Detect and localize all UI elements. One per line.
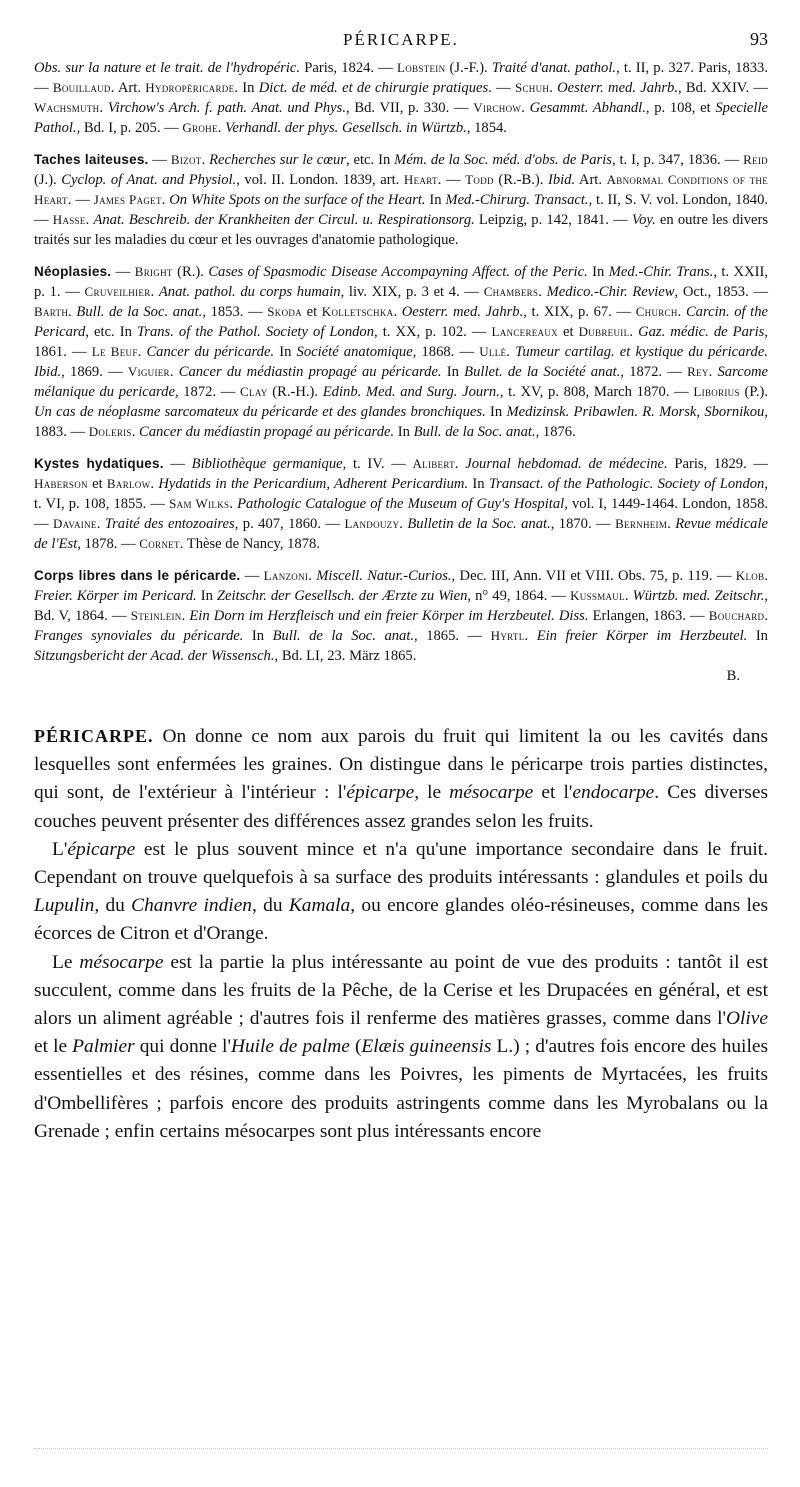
text-run: , le [414,782,450,804]
text-run: et [301,304,322,320]
text-run: , n° 49, 1864. — [467,588,571,604]
italic-text: Cyclop. of Anat. and Physiol. [61,172,237,188]
page-number: 93 [750,29,768,49]
bibliography-section-kystes-hydatiques [34,454,768,554]
text-run: . Ces diverses couches peuvent présenter des différences assez grandes selon les fruits. [34,782,768,832]
author-name: Heart [403,172,438,187]
author-name: Cruveilhier [84,284,151,299]
text-run: In [587,264,609,280]
text-run: . [549,80,558,96]
italic-text: Franges synoviales du péricarde. [34,628,244,644]
italic-text: Lupulin [34,895,95,917]
italic-text: épicarpe [67,838,136,860]
text-run: , 1870. — [550,516,616,532]
text-run: , 1868. — [412,344,480,360]
italic-text: Gaz. médic. de Paris [638,324,765,340]
text-run: . — [488,80,515,96]
text-run: , liv. XIX, p. 3 et 4. — [340,284,484,300]
bibliography-section-corps-libres [34,566,768,686]
text-run: In [425,192,446,208]
text-run: . [308,568,317,584]
italic-text: Mém. de la Soc. méd. d'obs. de Paris [394,152,612,168]
italic-text: Revue médicale de l'Est [34,516,768,552]
italic-text: Oesterr. med. Jahrb. [401,304,524,320]
italic-text: Un cas de néoplasme sarcomateux du péricarde et des glandes bronchiques. [34,404,486,420]
text-run: In [747,628,768,644]
italic-text: Cases of Spasmodic Disease Accompayning Affect. of the Peric. [208,264,588,280]
italic-text: Dict. de méd. et de chirurgie pratiques [258,80,489,96]
text-run: et l' [533,782,573,804]
author-name: Lanzoni [263,568,309,583]
text-run: In [441,364,465,380]
text-run: (R.-H.). [267,384,323,400]
italic-text: Gesammt. Abhandl. [529,100,646,116]
author-name: Reid [743,152,768,167]
text-run: , t. XV, p. 808, March 1870. — [499,384,694,400]
text-run: Le [52,951,80,973]
italic-text: On White Spots on the surface of the Heart. [169,192,426,208]
author-name: Bouchard [708,608,765,623]
author-name: Chambers [483,284,539,299]
text-run: . [181,608,190,624]
text-run: , Dec. III, Ann. VII et VIII. Obs. 75, p. 119. — [451,568,736,584]
text-run: On donne ce nom aux parois du fruit qui limitent la ou les cavités dans lesquelles sont enfermées les graines. On distingue dans le péricarpe trois parties distinctes, qui sont, de l'extérieur à l'intérieur : l' [34,726,768,804]
italic-text: Traité des entozoaires [104,516,235,532]
italic-text: Zeitschr. der Gesellsch. der Ærzte zu Wien [216,588,468,604]
italic-text: Trans. of the Pathol. Society of London [136,324,375,340]
text-run: et [87,476,107,492]
text-run: en outre les divers traités sur les maladies du cœur et les ouvrages d'anatomie pathologique. [34,212,769,248]
author-signature: B. [726,668,740,684]
text-run: , Bd. VII, p. 330. — [346,100,474,116]
text-run: , vol. I, 1449-1464. London, 1858. — [34,496,769,532]
text-run: In [485,404,507,420]
text-run: Art. [575,172,607,188]
italic-text: Cancer du péricarde. [146,344,275,360]
italic-text: Oesterr. med. Jahrb. [557,80,678,96]
text-run: — [240,568,264,584]
italic-text: Ein freier Körper im Herzbeutel. [536,628,748,644]
page-header [34,0,768,56]
italic-text: Cancer du médiastin propagé au péricarde. [139,424,395,440]
italic-text: Virchow's Arch. f. path. Anat. und Phys. [107,100,346,116]
text-run: — [111,264,135,280]
text-run: In [274,344,297,360]
text-run: , ou encore glandes oléo-résineuses, comme dans les écorces de Citron et d'Orange. [34,895,768,945]
text-run: . [524,628,537,644]
italic-text: Bullet. de la Société anat. [464,364,621,380]
author-name: Hasse [52,212,86,227]
bibliography-section-taches-laiteuses [34,150,768,250]
text-run: , 1861. — [34,324,768,360]
text-run: . In [234,80,259,96]
italic-text: Bull. de la Soc. anat. [413,424,536,440]
text-run: (P.). [739,384,768,400]
italic-text: Specielle Pathol. [34,100,768,136]
text-run: , du [252,895,289,917]
text-run: , 1883. — [34,404,768,440]
author-name: Steinlein [130,608,182,623]
author-name: Barth [34,304,69,319]
section-body [34,264,768,440]
italic-text: endocarpe [572,782,655,804]
text-run: , 1872. — [620,364,688,380]
author-name: Clay [240,384,268,399]
text-run: In [196,588,217,604]
article-paragraph [34,949,768,1146]
author-name: Davaine [53,516,97,531]
author-name: Wachsmuth [34,100,100,115]
text-run: (J.). [34,172,62,188]
italic-text: Freier. Körper im Pericard. [34,588,197,604]
text-run: . [217,120,226,136]
text-run: , t. IV. — [342,456,413,472]
italic-text: Olive [726,1008,768,1030]
author-name: Bouillaud [52,80,111,95]
italic-text: Med.-Chirurg. Transact. [445,192,589,208]
italic-text: Tumeur cartilag. et kystique du péricarde. Ibid. [34,344,768,380]
text-run: . [399,516,408,532]
italic-text: Cancer du médiastin propagé au péricarde. [178,364,442,380]
text-run: est la partie la plus intéressante au point de vue des produits : tantôt il est succulent, comme dans les fruits de la Pêche, de la Cerise et les Drupacées en général, et est alors un aliment agréable ; d'autres fois il renferme des matières grasses, comme dans l' [34,951,768,1030]
footer-rule [34,1448,768,1453]
italic-text: Bibliothèque germanique [191,456,343,472]
italic-text: Traité d'anat. pathol. [491,60,617,76]
text-run: , Bd. V, 1864. — [34,588,769,624]
text-run: . — [437,172,466,188]
text-run: L' [52,838,68,860]
text-run: . [708,364,718,380]
text-run: , t. XX, p. 102. — [374,324,492,340]
italic-text: mésocarpe [449,782,534,804]
italic-text: Medizinsk. Pribawlen. R. Morsk, Sbornikou [506,404,765,420]
author-name: Landouzy [344,516,400,531]
author-name: Doleris [88,424,132,439]
text-run: . [521,100,530,116]
author-name: Viguier [127,364,170,379]
bibliography-section-neoplasies [34,262,768,442]
running-title: PÉRICARPE. [343,30,459,49]
text-run: L.) ; d'autres fois encore des huiles essentielles et des résines, comme dans les Poivres, les piments de Myrtacées, les fruits d'Ombellifères ; parfois encore des produits astringents comme dans les Myrobalans ou la Grenade ; enfin certains mésocarpes sont plus intéressants encore [34,1036,768,1142]
text-run: , 1878. — [77,536,140,552]
text-run: , p. 407, 1860. — [234,516,345,532]
text-run: . [229,496,238,512]
text-run: Paris, 1829. — [667,456,769,472]
author-name: Cornet [139,536,180,551]
section-heading: Taches laiteuses. [34,152,149,167]
text-run: . [629,324,639,340]
italic-text: Bull. de la Soc. anat. [272,628,415,644]
italic-text: Société anatomique [296,344,413,360]
author-name: Abnormal Conditions of the Heart [34,172,768,207]
text-run: , p. 108, et [645,100,716,116]
italic-text: Ibid. [547,172,576,188]
italic-text: Journal hebdomad. de médecine. [465,456,668,472]
author-name: Lobstein [397,60,446,75]
italic-text: Recherches sur le cœur [209,152,346,168]
italic-text: Palmier [72,1036,135,1058]
text-run: . [131,424,140,440]
text-run: qui donne l' [134,1036,231,1058]
text-run: . [68,304,77,320]
author-name: Schuh [514,80,550,95]
text-run: Paris, 1824. — [300,60,398,76]
article-paragraph [34,722,768,836]
text-run: . Art. [110,80,146,96]
text-run: , 1854. [466,120,507,136]
text-run: , Bd. LI, 23. März 1865. [274,648,417,664]
italic-text: Hydatids in the Pericardium, Adherent Pericardium. [158,476,469,492]
italic-text: Anat. Beschreib. der Krankheiten der Circul. u. Respirationsorg. [93,212,475,228]
text-run: Leipzig, p. 142, 1841. — [474,212,632,228]
text-run: , t. VI, p. 108, 1855. — [34,476,768,512]
italic-text: mésocarpe [79,951,164,973]
italic-text: Bull. de la Soc. anat. [76,304,203,320]
text-run: , t. II, p. 327. Paris, 1833. — [34,60,768,96]
text-run: , etc. In [85,324,137,340]
text-run: . [201,152,210,168]
italic-text: Huile de palme [230,1036,350,1058]
section-heading: Kystes hydatiques. [34,456,164,471]
italic-text: Würtzb. med. Zeitschr. [632,588,765,604]
document-page [34,0,768,1146]
author-name: Barlow [106,476,151,491]
italic-text: Pathologic Catalogue of the Museum of Guy's Hospital [237,496,565,512]
text-run: . [624,588,633,604]
text-run: . [506,344,516,360]
text-run: et le [34,1036,73,1058]
italic-text: Anat. pathol. du corps humain [158,284,341,300]
author-name: Hyrtl [490,628,525,643]
author-name: Ullé [479,344,507,359]
italic-text: Voy. [631,212,656,228]
author-name: Le Beuf [91,344,138,359]
author-name: Kussmaul [570,588,625,603]
author-name: Haberson [34,476,88,491]
text-run: Erlangen, 1863. — [588,608,709,624]
text-run: . [99,100,108,116]
author-name: Sam Wilks [169,496,230,511]
text-run: , du [94,895,132,917]
text-run: . [137,344,147,360]
text-run: . [96,516,105,532]
text-run: . [150,284,159,300]
text-run: . [150,476,159,492]
text-run: , t. II, S. V. vol. London, 1840. — [34,192,769,228]
text-run: , t. XIX, p. 67. — [523,304,636,320]
text-run: . [161,192,170,208]
author-name: Alibert [412,456,455,471]
bibliography-intro [34,58,768,138]
italic-text: Edinb. Med. and Surg. Journ. [322,384,500,400]
author-name: Liborius [693,384,740,399]
text-run: (R.-B.). [493,172,548,188]
text-run: , t. I, p. 347, 1836. — [611,152,744,168]
text-run: ( [349,1036,362,1058]
text-run: , 1872. — [174,384,241,400]
author-name: Church [635,304,678,319]
author-name: Hydropéricarde [145,80,235,95]
text-run: , Bd. I, p. 205. — [76,120,183,136]
text-run: In [468,476,489,492]
author-name: Dubreuil [578,324,630,339]
article-pericarpe [34,722,768,1146]
italic-text: Sitzungsbericht der Acad. der Wissensch. [34,648,275,664]
text-run: In [243,628,273,644]
text-run: , 1865. — [414,628,491,644]
text-run: . [764,608,768,624]
text-run: . [454,456,466,472]
text-run: . [538,284,547,300]
text-run: — [163,456,192,472]
author-name: Lancereaux [491,324,558,339]
text-run: , Oct., 1853. — [674,284,769,300]
author-name: Skoda [267,304,302,319]
text-run: , t. XXII, p. 1. — [34,264,769,300]
text-run: — [148,152,171,168]
bibliography [34,58,768,686]
text-run: . [667,516,676,532]
text-run: est le plus souvent mince et n'a qu'une importance secondaire dans le fruit. Cependant on trouve quelquefois à sa surface des produits intéressants : glandules et poils du [34,838,768,889]
text-run: , etc. In [345,152,395,168]
text-run: , 1876. [535,424,576,440]
author-name: Todd [465,172,494,187]
author-name: Bernheim [615,516,668,531]
signature-line [34,666,768,686]
italic-text: Verhandl. der phys. Gesellsch. in Würtzb. [225,120,467,136]
article-heading: PÉRICARPE. [34,726,154,746]
text-run: (R.). [172,264,209,280]
italic-text: Bulletin de la Soc. anat. [407,516,551,532]
italic-text: Miscell. Natur.-Curios. [316,568,452,584]
text-run: et [557,324,579,340]
text-run: . [393,304,402,320]
author-name: Bright [134,264,173,279]
author-name: Grohe [182,120,218,135]
italic-text: Medico.-Chir. Review [546,284,675,300]
author-name: Rey [687,364,709,379]
text-run: . — [67,192,94,208]
section-heading: Néoplasies. [34,264,112,279]
text-run: (J.-F.). [445,60,492,76]
text-run: , 1853. — [202,304,268,320]
text-run: In [394,424,414,440]
italic-text: Ein Dorn im Herzfleisch und ein freier Körper im Herzbeutel. Diss. [189,608,589,624]
author-name: Virchow [473,100,522,115]
author-name: Bizot [170,152,202,167]
text-run: . [169,364,179,380]
author-name: James Paget [93,192,162,207]
author-name: Kolletschka [321,304,394,319]
italic-text: Sarcome mélanique du pericarde [34,364,769,400]
text-run: . [677,304,686,320]
italic-text: Transact. of the Pathologic. Society of London [488,476,765,492]
italic-text: Obs. sur la nature et le trait. de l'hydropéric. [34,60,301,76]
article-paragraph [34,836,768,949]
italic-text: épicarpe [346,782,415,804]
text-run: . Thèse de Nancy, 1878. [179,536,320,552]
italic-text: Elæis guineensis [361,1036,492,1058]
italic-text: Carcin. of the Pericard [34,304,769,340]
italic-text: Med.-Chir. Trans. [608,264,714,280]
text-run: , vol. II. London. 1839, art. [236,172,404,188]
text-run: , 1869. — [61,364,128,380]
text-run: . [85,212,94,228]
text-run: , Bd. XXIV. — [677,80,768,96]
italic-text: Chanvre indien [131,895,252,917]
section-heading: Corps libres dans le péricarde. [34,568,241,583]
author-name: Klob [735,568,765,583]
text-run: . [764,568,769,584]
italic-text: Kamala [288,895,351,917]
